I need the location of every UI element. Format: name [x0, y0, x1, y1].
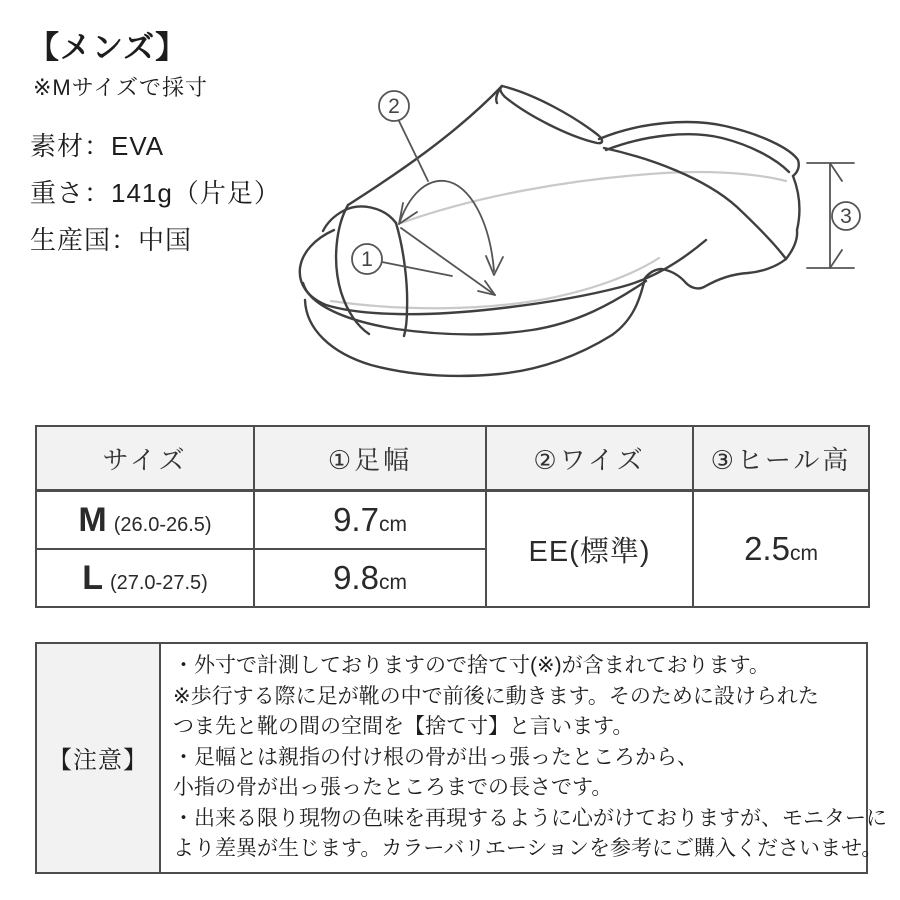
header-wise: ②ワイズ [486, 426, 693, 491]
caution-line: 小指の骨が出っ張ったところまでの長さです。 [173, 776, 613, 799]
size-range-l: (27.0-27.5) [109, 571, 208, 594]
foot-width-line [401, 228, 495, 295]
callout-2-connector [399, 121, 428, 181]
callout-1-connector [382, 262, 452, 276]
foot-width-value-m: 9.7 [333, 501, 379, 538]
header-heel-height: ③ヒール高 [693, 426, 869, 491]
measure-size-note: ※Mサイズで採寸 [33, 75, 209, 100]
foot-width-cell-m [254, 491, 486, 550]
foot-width-unit-m: cm [378, 513, 407, 536]
spec-country: 生産国：中国 [30, 225, 193, 255]
size-table [35, 425, 870, 608]
caution-label: 【注意】 [36, 643, 160, 873]
heel-height-cell [693, 491, 869, 608]
foot-width-value-l: 9.8 [333, 559, 379, 596]
size-row-m [36, 491, 869, 550]
caution-line: ・足幅とは親指の付け根の骨が出っ張ったところから、 [173, 745, 698, 769]
size-range-m: (26.0-26.5) [113, 513, 212, 536]
caution-line: ・外寸で計測しておりますので捨て寸(※)が含まれております。 [173, 654, 770, 677]
caution-line: ・出来る限り現物の色味を再現するように心がけておりますが、モニターに [173, 806, 887, 830]
size-cell-m [36, 491, 254, 550]
header-size: サイズ [36, 426, 254, 491]
foot-width-cell-l [254, 549, 486, 607]
heel-height-unit: cm [789, 542, 818, 565]
caution-table [35, 642, 887, 874]
size-cell-l [36, 549, 254, 607]
girth-arc [399, 181, 494, 271]
page-title: 【メンズ】 [28, 30, 188, 65]
sandal-illustration [0, 0, 900, 430]
spec-material: 素材：EVA [30, 131, 165, 161]
size-letter-m: M [78, 500, 107, 539]
header-foot-width: ①足幅 [254, 426, 486, 491]
heel-height-value: 2.5 [744, 530, 790, 567]
caution-body [160, 643, 887, 873]
spec-weight: 重さ：141g（片足） [30, 178, 281, 208]
callout-number-2: 2 [388, 95, 400, 118]
callout-number-3: 3 [840, 205, 852, 228]
size-letter-l: L [82, 558, 103, 597]
foot-width-unit-l: cm [378, 571, 407, 594]
wise-cell: EE(標準) [486, 491, 693, 608]
size-table-header-row [36, 426, 869, 491]
caution-line: ※歩行する際に足が靴の中で前後に動きます。そのために設けられた [173, 684, 819, 708]
caution-line: つま先と靴の間の空間を【捨て寸】と言います。 [173, 715, 634, 738]
callout-number-1: 1 [361, 248, 373, 271]
sandal-outline [300, 86, 800, 376]
caution-line: より差異が生じます。カラーバリエーションを参考にご購入くださいませ。 [173, 837, 883, 860]
